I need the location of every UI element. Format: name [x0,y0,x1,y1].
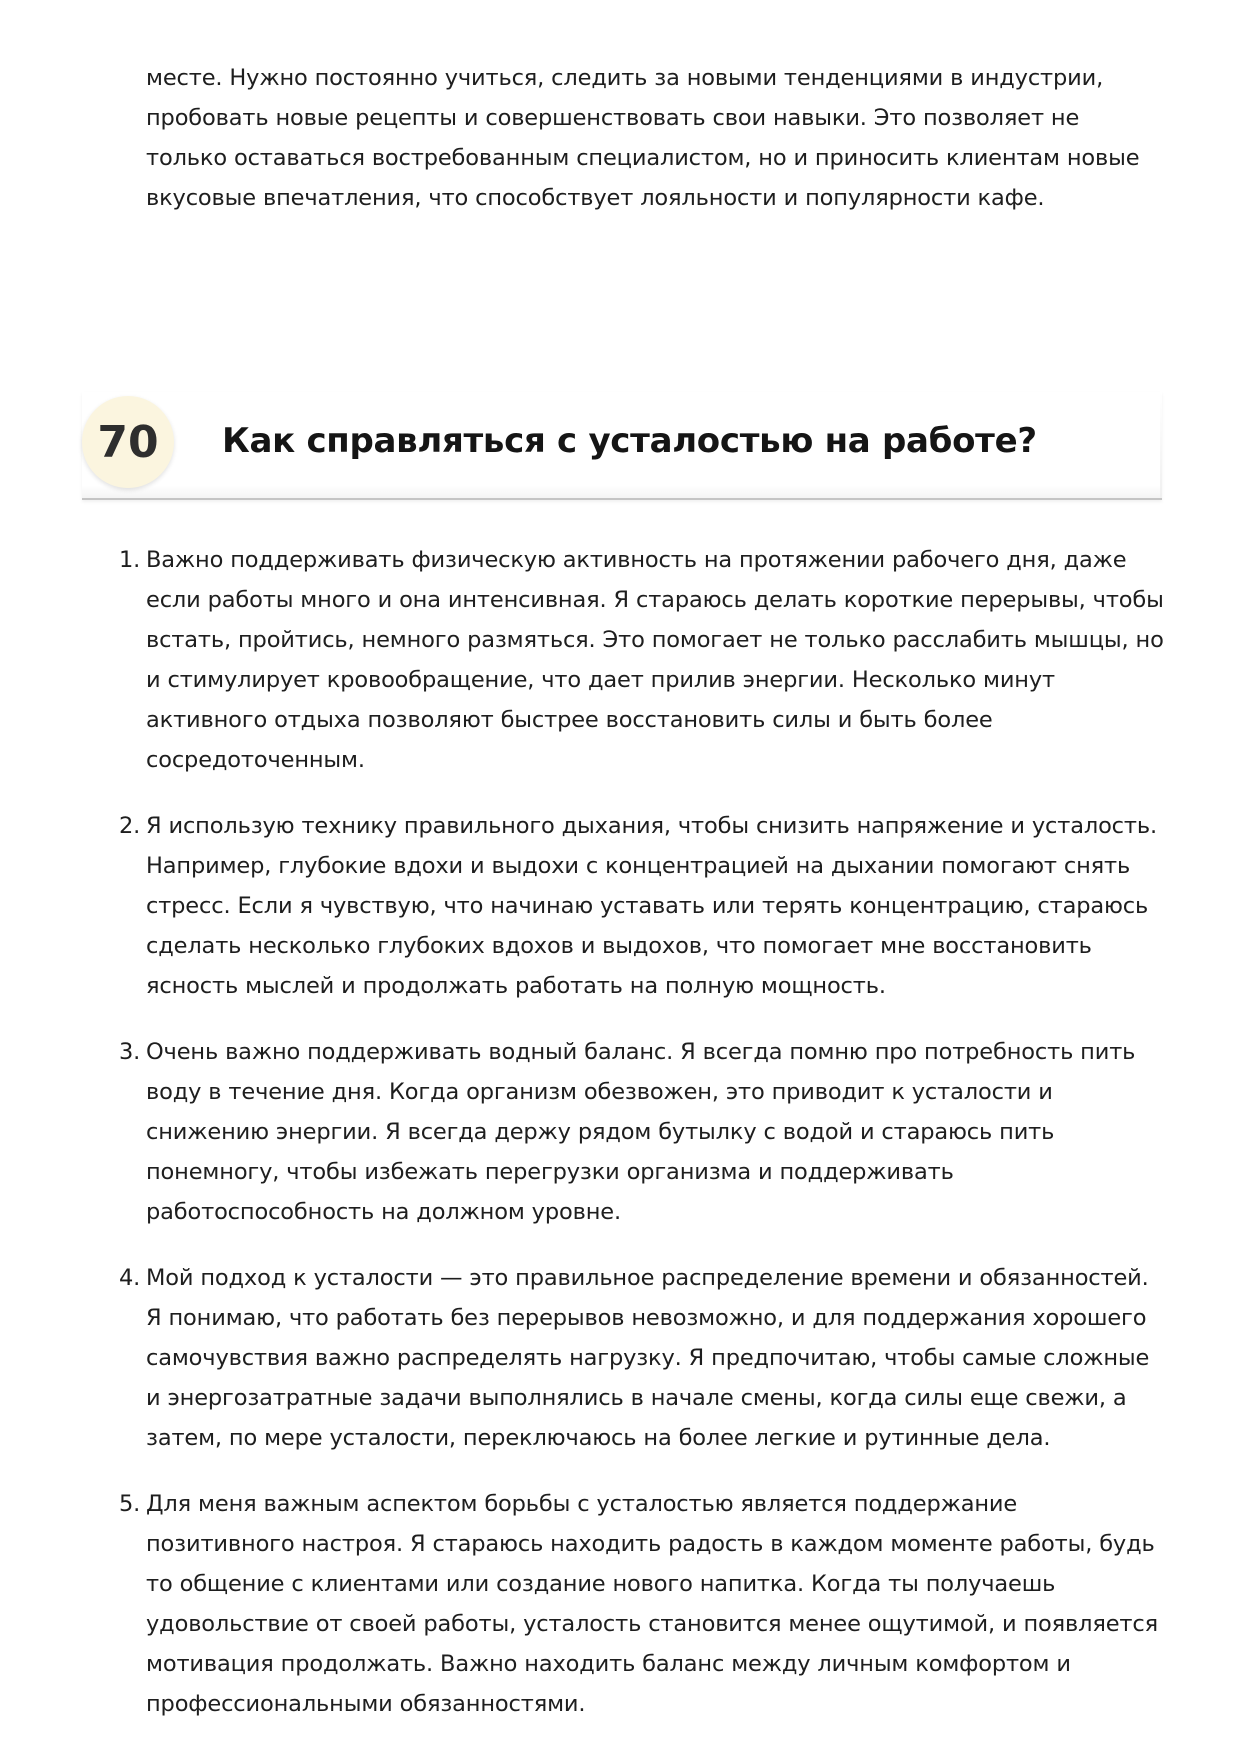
answer-text: Я использую технику правильного дыхания, чтобы снизить напряжение и усталость. Например, глубокие вдохи и выдохи с концентрацией на дыхании помогают снять стресс. Если я чувствую, что начинаю уставать или терять концентрацию, стараюсь сделать несколько глубоких вдохов и выдохов, что помогает мне восстановить ясность мыслей и продолжать работать на полную мощность. [146,813,1157,999]
answer-text: Для меня важным аспектом борьбы с усталостью является поддержание позитивного настроя. Я стараюсь находить радость в каждом моменте работы, будь то общение с клиентами или создание нового напитка. Когда ты получаешь удовольствие от своей работы, усталость становится менее ощутимой, и появляется мотивация продолжать. Важно находить баланс между личным комфортом и профессиональными обязанностями. [146,1491,1158,1717]
section-title: Как справляться с усталостью на работе? [222,421,1037,461]
section-number-badge: 70 [82,396,174,488]
answer-number: 1. [119,547,141,573]
answer-number: 5. [119,1491,141,1517]
answer-text: Очень важно поддерживать водный баланс. Я всегда помню про потребность пить воду в течение дня. Когда организм обезвожен, это приводит к усталости и снижению энергии. Я всегда держу рядом бутылку с водой и стараюсь пить понемногу, чтобы избежать перегрузки организма и поддерживать работоспособность на должном уровне. [146,1039,1136,1225]
answer-text: Важно поддерживать физическую активность на протяжении рабочего дня, даже если работы много и она интенсивная. Я стараюсь делать короткие перерывы, чтобы встать, пройтись, немного размяться. Это помогает не только расслабить мышцы, но и стимулирует кровообращение, что дает прилив энергии. Несколько минут активного отдыха позволяют быстрее восстановить силы и быть более сосредоточенным. [146,547,1164,773]
answer-number: 4. [119,1265,141,1291]
answer-item-5 [119,1484,1166,1724]
answer-item-3 [119,1032,1166,1232]
intro-paragraph: месте. Нужно постоянно учиться, следить за новыми тенденциями в индустрии, пробовать новые рецепты и совершенствовать свои навыки. Это позволяет не только оставаться востребованным специалистом, но и приносить клиентам новые вкусовые впечатления, что способствует лояльности и популярности кафе. [146,65,1140,211]
answer-text: Мой подход к усталости — это правильное распределение времени и обязанностей. Я понимаю, что работать без перерывов невозможно, и для поддержания хорошего самочувствия важно распределять нагрузку. Я предпочитаю, чтобы самые сложные и энергозатратные задачи выполнялись в начале смены, когда силы еще свежи, а затем, по мере усталости, переключаюсь на более легкие и рутинные дела. [146,1265,1150,1451]
answer-item-1 [119,540,1166,780]
answer-number: 2. [119,813,141,839]
answer-item-4 [119,1258,1166,1458]
answers-list [119,540,1166,1750]
answer-number: 3. [119,1039,141,1065]
answer-item-2 [119,806,1166,1006]
section-header [82,392,1162,500]
